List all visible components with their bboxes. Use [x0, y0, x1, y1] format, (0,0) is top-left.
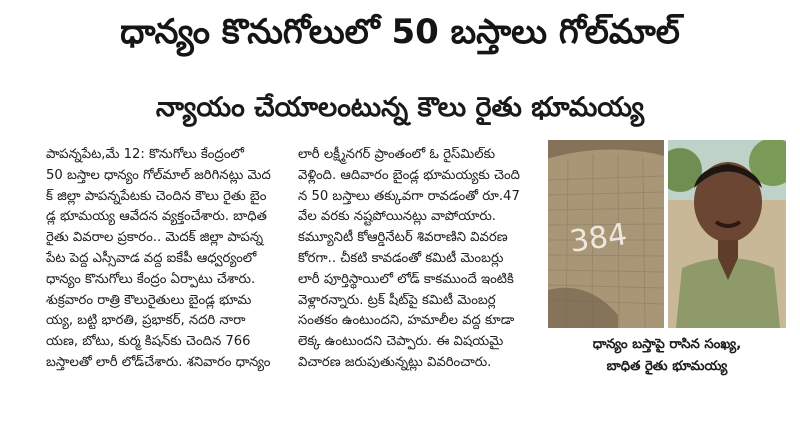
- article-column-2: [298, 145, 534, 374]
- body-line: డ్ల భూమయ్య ఆవేదన వ్యక్తంచేశారు. బాధిత: [46, 209, 267, 225]
- body-line: వెళ్లింది. ఆదివారం బైండ్ల భూమయ్యకు చెంది: [298, 167, 520, 183]
- caption-line: బాధిత రైతు భూమయ్య: [606, 359, 728, 374]
- body-line: పాపన్నపేట,మే 12: కొనుగోలు కేంద్రంలో: [46, 147, 244, 162]
- farmer-portrait-photo: [668, 140, 786, 328]
- body-line: రైతు వివరాల ప్రకారం.. మెదక్ జిల్లా పాపన్న: [46, 230, 264, 246]
- body-line: లెక్క ఉంటుందని చెప్పారు. ఈ విషయమై: [298, 334, 504, 350]
- body-line: వేల వరకు నష్టపోయినట్లు వాపోయారు.: [298, 209, 497, 225]
- body-line: లారీ లక్ష్మీనగర్ ప్రాంతంలో ఓ రైస్‌మిల్‌కు: [298, 147, 496, 162]
- body-line: పేట పెద్ద ఎస్సీవాడ వద్ద ఐకేపీ ఆధ్వర్యంలో: [46, 250, 257, 266]
- subheadline: న్యాయం చేయాలంటున్న కౌలు రైతు భూమయ్య: [155, 92, 645, 123]
- body-line: విచారణ జరుపుతున్నట్లు వివరించారు.: [298, 354, 492, 370]
- photo-caption: [548, 334, 786, 378]
- headline: ధాన్యం కొనుగోలులో 50 బస్తాలు గోల్‌మాల్: [120, 12, 680, 52]
- body-line: 50 బస్తాల ధాన్యం గోల్‌మాల్ జరిగినట్లు మెద: [46, 167, 271, 183]
- article-column-1: [46, 145, 284, 374]
- body-line: క్ జిల్లా పాపన్నపేటకు చెందిన కౌలు రైతు బైం: [46, 188, 267, 204]
- body-line: య్య, బట్టి భారతి, ప్రభాకర్, నదరి నారా: [46, 313, 246, 329]
- grain-sack-photo: [548, 140, 664, 328]
- grain-sack-illustration: [548, 140, 664, 328]
- body-line: కమ్యూనిటీ కోఆర్డినేటర్ శివరాణిని వివరణ: [298, 230, 508, 246]
- body-line: సంతకం ఉంటుందని, హమాలీల వద్ద కూడా: [298, 313, 515, 329]
- farmer-portrait-illustration: [668, 140, 786, 328]
- body-line: ధాన్యం కొనుగోలు కేంద్రం ఏర్పాటు చేశారు.: [46, 271, 256, 287]
- body-line: శుక్రవారం రాత్రి కౌలురైతులు బైండ్ల భూమ: [46, 292, 252, 308]
- body-line: న 50 బస్తాలు తక్కువగా రావడంతో రూ.47: [298, 188, 520, 204]
- body-line: యణ, బోటు, కుర్మ కిషన్‌కు చెందిన 766: [46, 334, 251, 350]
- caption-line: ధాన్యం బస్తాపై రాసిన సంఖ్య,: [592, 337, 742, 352]
- body-line: వెళ్లారన్నారు. ట్రక్ షీట్‌పై కమిటీ మెంబర్ల: [298, 292, 496, 308]
- body-line: కోరగా.. చీకటి కావడంతో కమిటీ మెంబర్లు: [298, 250, 504, 266]
- body-line: బస్తాలతో లారీ లోడ్‌చేశారు. శనివారం ధాన్యం: [46, 354, 271, 370]
- sack-number-text: 384: [567, 217, 630, 260]
- body-line: లారీ పూర్తిస్థాయిలో లోడ్ కాకముందే ఇంటికి: [298, 271, 514, 287]
